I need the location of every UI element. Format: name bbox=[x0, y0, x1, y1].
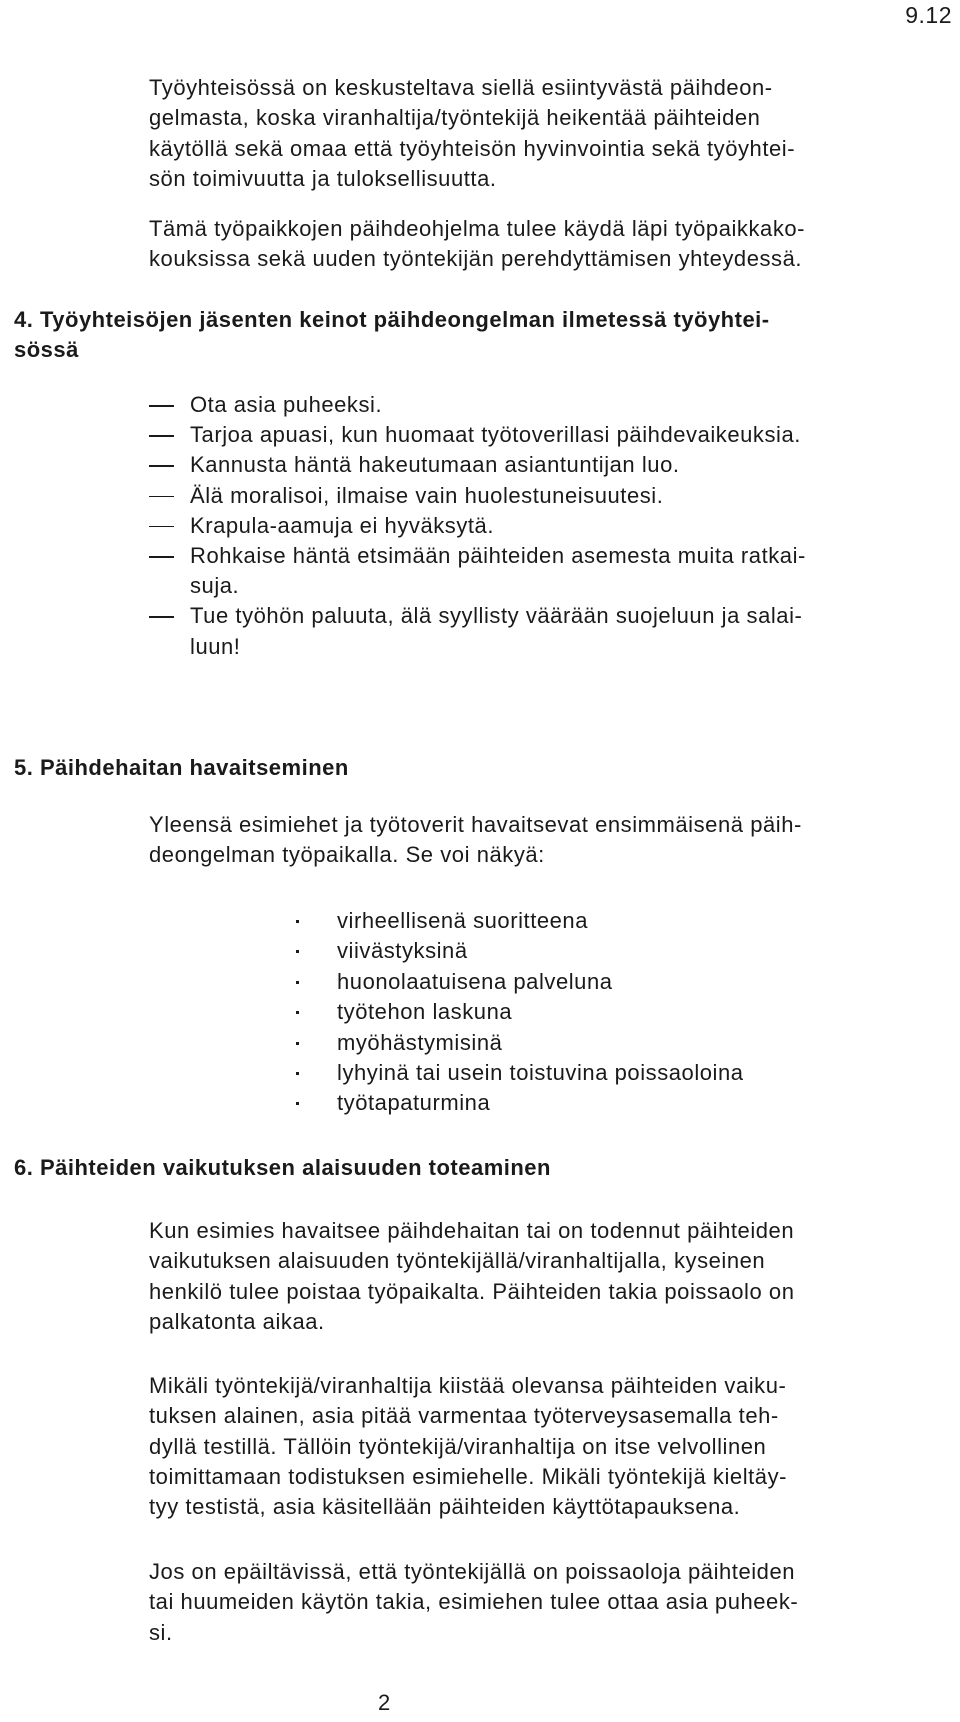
list-item: Tarjoa apuasi, kun huomaat työtoverillasi päihdevaikeuksia. bbox=[149, 420, 939, 450]
dash-icon bbox=[149, 465, 174, 467]
document-version: 9.12 bbox=[905, 2, 952, 28]
bullet-icon bbox=[296, 1072, 299, 1075]
list-item: työtehon laskuna bbox=[296, 997, 936, 1027]
intro-paragraph-1: Työyhteisössä on keskusteltava siellä esiintyvästä päihdeon- gelmasta, koska viranhaltija/työntekijä heikentää päihteiden käytöllä sekä omaa että työyhteisön hyvinvointia sekä työyhtei- sön toimivuutta ja tuloksellisuutta. bbox=[149, 75, 796, 191]
dash-icon bbox=[149, 435, 174, 437]
list-item: lyhyinä tai usein toistuvina poissaoloina bbox=[296, 1058, 936, 1088]
bullet-icon bbox=[296, 981, 299, 984]
list-item: Kannusta häntä hakeutumaan asiantuntijan luo. bbox=[149, 450, 939, 480]
section-6-heading: 6. Päihteiden vaikutuksen alaisuuden toteaminen bbox=[14, 1155, 551, 1180]
list-item: myöhästymisinä bbox=[296, 1028, 936, 1058]
list-item: Tue työhön paluuta, älä syyllisty väärään suojeluun ja salai- luun! bbox=[149, 601, 939, 661]
section-6-paragraph-3: Jos on epäiltävissä, että työntekijällä on poissaoloja päihteiden tai huumeiden käytön takia, esimiehen tulee ottaa asia puheek- si. bbox=[149, 1559, 799, 1645]
bullet-icon bbox=[296, 950, 299, 953]
list-item: huonolaatuisena palveluna bbox=[296, 967, 936, 997]
bullet-icon bbox=[296, 1102, 299, 1105]
section-4-list bbox=[149, 390, 939, 662]
dash-icon bbox=[149, 526, 174, 528]
list-item: Älä moralisoi, ilmaise vain huolestuneisuutesi. bbox=[149, 481, 939, 511]
intro-paragraph-2: Tämä työpaikkojen päihdeohjelma tulee käydä läpi työpaikkako- kouksissa sekä uuden työntekijän perehdyttämisen yhteydessä. bbox=[149, 216, 806, 272]
bullet-icon bbox=[296, 920, 299, 923]
section-6-paragraph-1: Kun esimies havaitsee päihdehaitan tai on todennut päihteiden vaikutuksen alaisuuden työntekijällä/viranhaltijalla, kyseinen henkilö tulee poistaa työpaikalta. Päihteiden takia poissaolo on palkatonta aikaa. bbox=[149, 1218, 795, 1334]
section-5-intro: Yleensä esimiehet ja työtoverit havaitsevat ensimmäisenä päih- deongelman työpaikalla. Se voi näkyä: bbox=[149, 812, 802, 868]
dash-icon bbox=[149, 556, 174, 558]
dash-icon bbox=[149, 405, 174, 407]
list-item: työtapaturmina bbox=[296, 1088, 936, 1118]
list-item: Rohkaise häntä etsimään päihteiden asemesta muita ratkai- suja. bbox=[149, 541, 939, 601]
dash-icon bbox=[149, 616, 174, 618]
section-5-heading: 5. Päihdehaitan havaitseminen bbox=[14, 755, 349, 780]
dash-icon bbox=[149, 496, 174, 498]
bullet-icon bbox=[296, 1042, 299, 1045]
page-number: 2 bbox=[378, 1690, 391, 1715]
list-item: Krapula-aamuja ei hyväksytä. bbox=[149, 511, 939, 541]
section-6-paragraph-2: Mikäli työntekijä/viranhaltija kiistää olevansa päihteiden vaiku- tuksen alainen, asia pitää varmentaa työterveysasemalla teh- dyllä testillä. Tällöin työntekijä/viranhaltija on itse velvollinen toimittamaan todistuksen esimiehelle. Mikäli työntekijä kieltäy- tyy testistä, asia käsitellään päihteiden käyttötapauksena. bbox=[149, 1373, 788, 1520]
bullet-icon bbox=[296, 1011, 299, 1014]
list-item: virheellisenä suoritteena bbox=[296, 906, 936, 936]
section-5-list bbox=[296, 906, 936, 1119]
list-item: Ota asia puheeksi. bbox=[149, 390, 939, 420]
section-4-heading: 4. Työyhteisöjen jäsenten keinot päihdeongelman ilmetessä työyhtei- sössä bbox=[14, 307, 770, 362]
list-item: viivästyksinä bbox=[296, 936, 936, 966]
